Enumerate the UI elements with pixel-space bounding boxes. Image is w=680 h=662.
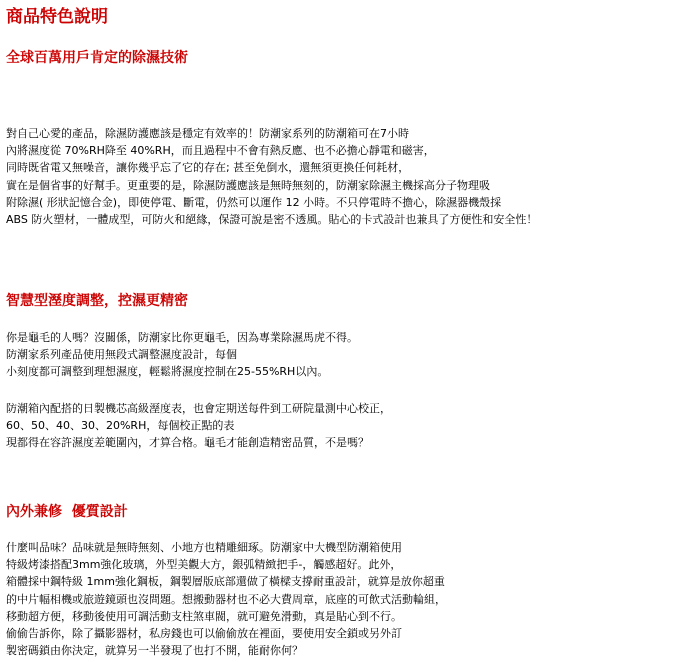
paragraph-line: 移動超方便，移動後使用可調活動支柱煞車閥，就可避免滑動，真是貼心到不行。 xyxy=(6,609,402,623)
section-heading-smart-humidity-adjustment: 智慧型溼度調整，控濕更精密 xyxy=(6,293,188,309)
section-2-paragraph-2 xyxy=(6,400,391,452)
paragraph-line: 的中片幅相機或旅遊鏡頭也沒問題。想搬動器材也不必大費周章，底座的可飲式活動輪組， xyxy=(6,592,446,606)
paragraph-line: 小刻度都可調整到理想濕度，輕鬆將濕度控制在25-55%RH以內。 xyxy=(6,365,329,379)
paragraph-line: 現都得在容許濕度差範圍內，才算合格。龜毛才能創造精密品質，不是嗎？ xyxy=(6,436,369,450)
paragraph-line: 防潮箱內配搭的日製機芯高級溼度表，也會定期送每件到工研院量測中心校正， xyxy=(6,402,391,415)
paragraph-line: 附除濕( 形狀記憶合金)，即使停電、斷電，仍然可以運作 12 小時。不只停電時不擔心，除濕器機殼採 xyxy=(6,195,502,209)
section-1-paragraph xyxy=(6,125,537,228)
paragraph-line: 實在是個省事的好幫手。更重要的是，除濕防護應該是無時無刻的，防潮家除濕主機採高分子物理吸 xyxy=(6,178,490,192)
paragraph-line: 箱體採中鋼特級 1mm強化鋼板，鋼製層版底部還做了橫樑支撐耐重設計，就算是放你超重 xyxy=(6,575,445,589)
section-3-paragraph xyxy=(6,539,446,659)
paragraph-line: 防潮家系列產品使用無段式調整濕度設計，每個 xyxy=(6,348,237,362)
paragraph-line: 什麼叫品味？品味就是無時無刻、小地方也精雕細琢。防潮家中大機型防潮箱使用 xyxy=(6,541,402,554)
paragraph-line: 同時既省電又無噪音，讓你幾乎忘了它的存在; 甚至免倒水，還無須更換任何耗材， xyxy=(6,161,410,175)
paragraph-line: 你是龜毛的人嗎？沒關係，防潮家比你更龜毛，因為專業除濕馬虎不得。 xyxy=(6,331,358,344)
paragraph-line: 製密碼鎖由你決定，就算另一半發現了也打不開，能耐你何？ xyxy=(6,644,303,658)
page-title: 商品特色說明 xyxy=(6,7,108,27)
paragraph-line: 對自己心愛的產品，除濕防護應該是穩定有效率的！防潮家系列的防潮箱可在7小時 xyxy=(6,127,409,140)
paragraph-line: ABS 防火塑材，一體成型，可防火和絕緣，保證可說是密不透風。貼心的卡式設計也兼具了方便性和安全性！ xyxy=(6,213,538,227)
section-heading-dehumidify-technology: 全球百萬用戶肯定的除濕技術 xyxy=(6,50,188,66)
section-heading-quality-design: 內外兼修 優質設計 xyxy=(6,504,128,520)
paragraph-line: 偷偷告訴你，除了攝影器材，私房錢也可以偷偷放在裡面，要使用安全鎖或另外訂 xyxy=(6,627,402,641)
paragraph-line: 特級烤漆搭配3mm強化玻璃，外型美觀大方，銀弧精緻把手-，觸感超好。此外， xyxy=(6,558,402,572)
section-2-paragraph-1 xyxy=(6,329,358,381)
paragraph-line: 內將濕度從 70%RH降至 40%RH，而且過程中不會有熱反應、也不必擔心靜電和磁害， xyxy=(6,144,435,158)
paragraph-line: 60、50、40、30、20%RH，每個校正點的表 xyxy=(6,419,235,433)
